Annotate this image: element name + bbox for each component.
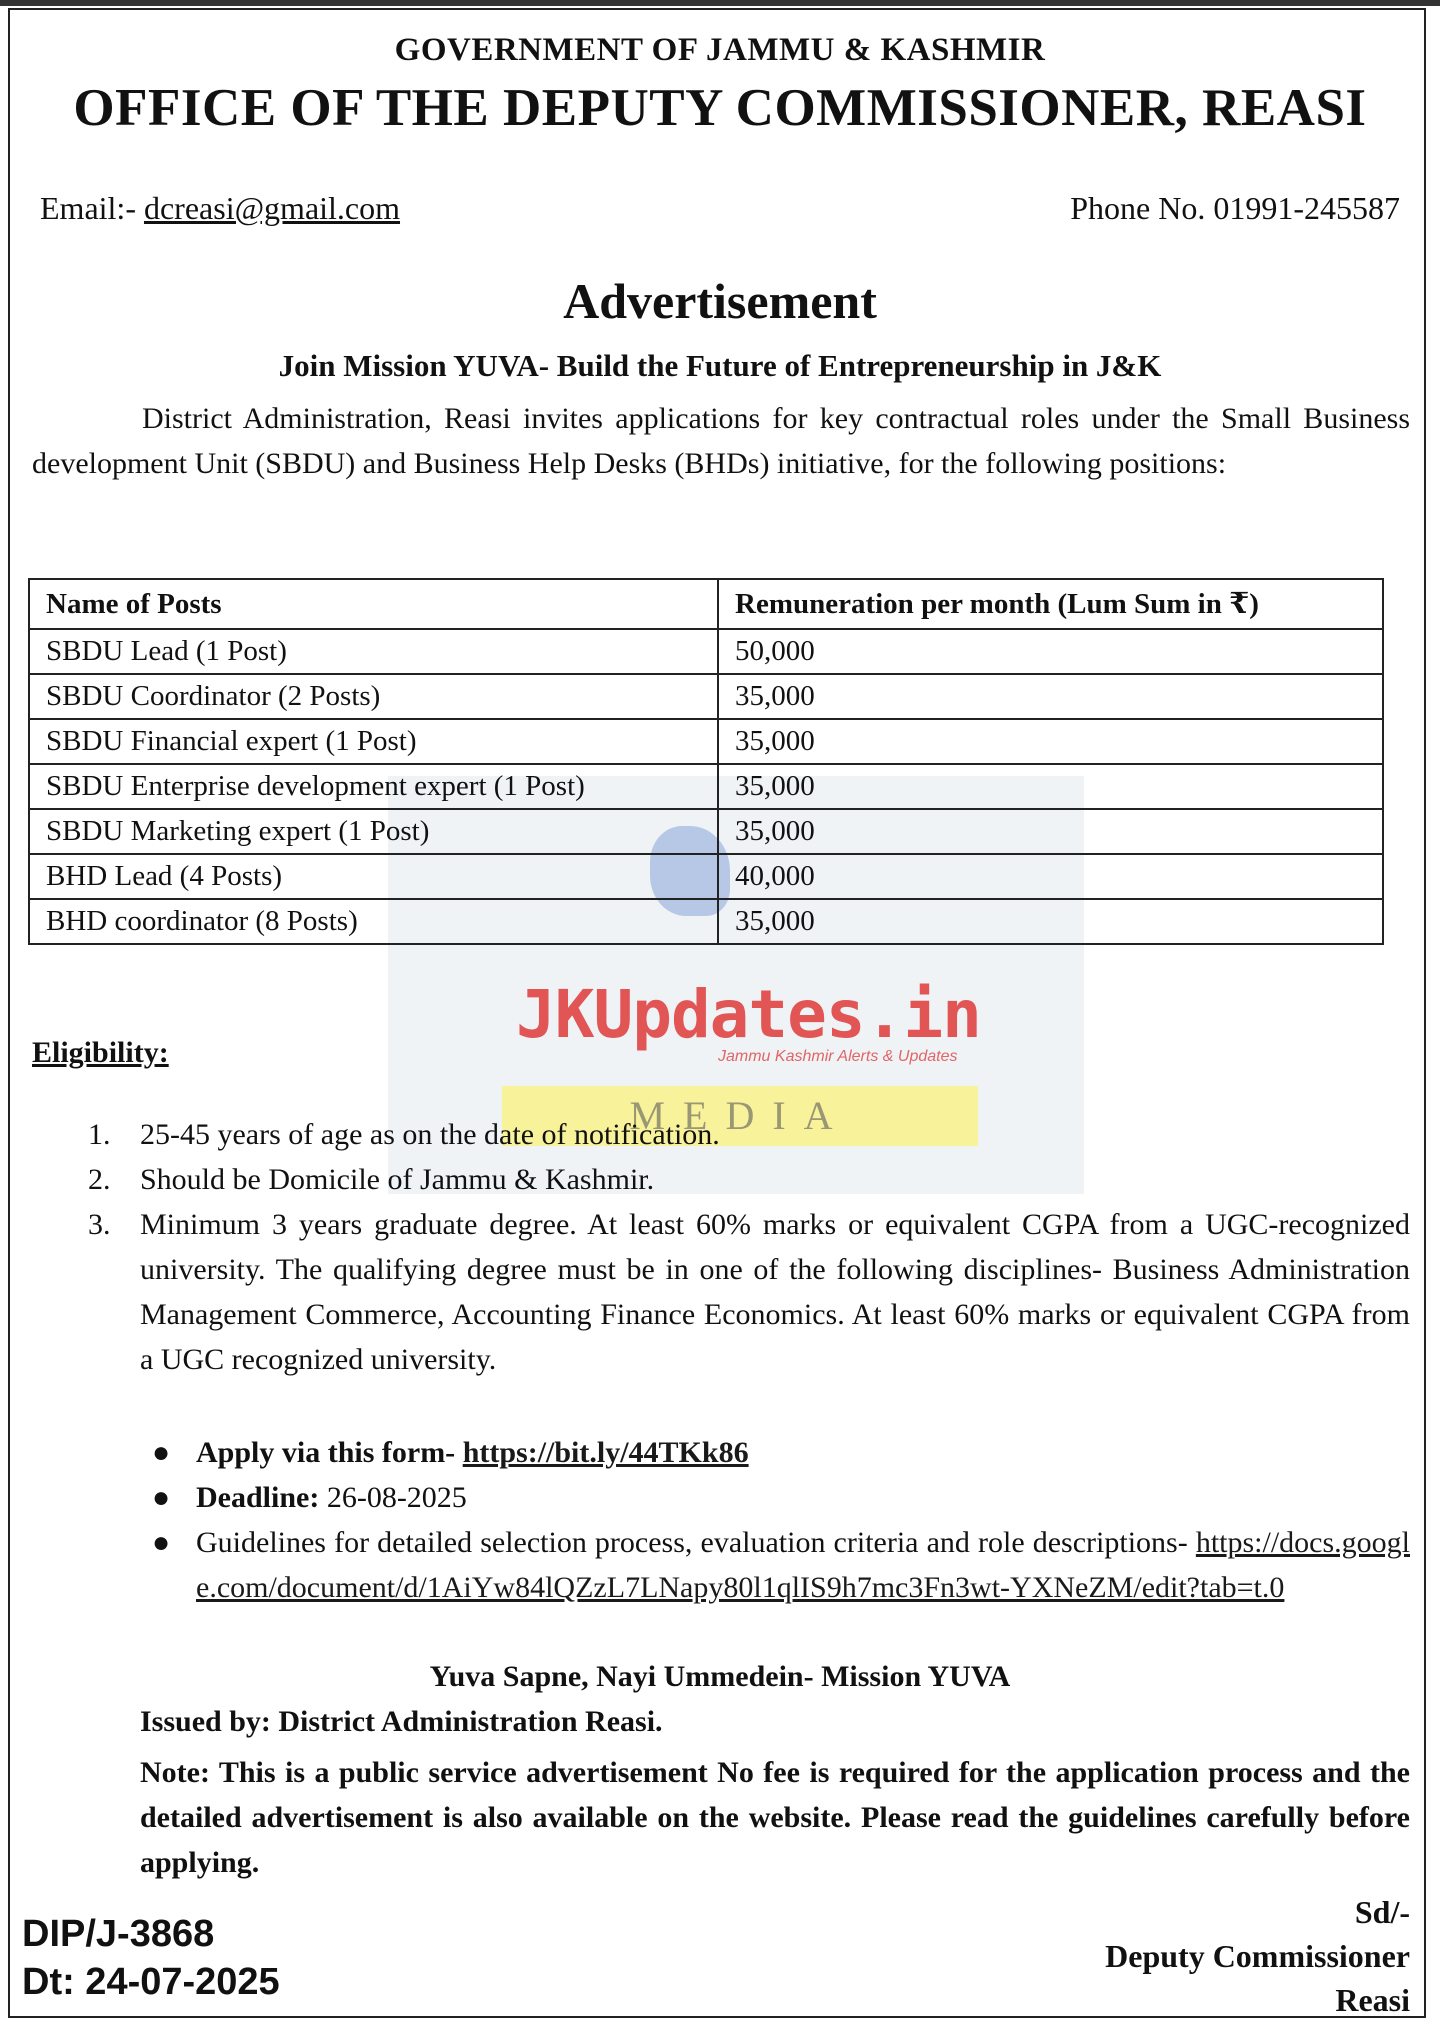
apply-link[interactable]: https://bit.ly/44TKk86 [462, 1436, 749, 1469]
table-row [29, 809, 1383, 854]
post-remuneration: 35,000 [718, 674, 1383, 719]
list-item-apply [152, 1430, 1410, 1475]
table-row [29, 764, 1383, 809]
watermark-site: JKUpdates.in [516, 976, 981, 1053]
signatory-place: Reasi [1335, 1982, 1410, 2018]
list-text: 25-45 years of age as on the date of notification. [140, 1118, 720, 1151]
guidelines-link[interactable]: https://docs.google.com/document/d/1AiYw84lQZzL7LNapy80l1qlIS9h7mc3Fn3wt-YXNeZM/edit?tab=t.0 [196, 1526, 1411, 1604]
email-line [40, 190, 400, 227]
list-number: 1. [88, 1118, 111, 1151]
office-heading: OFFICE OF THE DEPUTY COMMISSIONER, REASI [73, 79, 1367, 137]
post-remuneration: 40,000 [718, 854, 1383, 899]
list-item [88, 1202, 1410, 1382]
eligibility-heading: Eligibility: [32, 1036, 169, 1069]
list-item [88, 1112, 1410, 1157]
intro-paragraph: District Administration, Reasi invites applications for key contractual roles under the Small Business development Unit (SBDU) and Business Help Desks (BHDs) initiative, for the following positions: [32, 402, 1410, 480]
watermark-tagline: Jammu Kashmir Alerts & Updates [718, 1048, 958, 1065]
post-remuneration: 35,000 [718, 899, 1383, 944]
post-name: SBDU Enterprise development expert (1 Post) [29, 764, 718, 809]
signatory-title: Deputy Commissioner [1105, 1938, 1410, 1974]
bullet-icon: ● [152, 1481, 171, 1514]
post-name: SBDU Financial expert (1 Post) [29, 719, 718, 764]
watermark-media: MEDIA [502, 1086, 978, 1146]
list-item-deadline [152, 1475, 1410, 1520]
list-number: 3. [88, 1208, 111, 1241]
table-header-row [29, 579, 1383, 629]
post-remuneration: 50,000 [718, 629, 1383, 674]
slogan: Yuva Sapne, Nayi Ummedein- Mission YUVA [429, 1660, 1011, 1693]
table-row [29, 629, 1383, 674]
deadline-label: Deadline: [196, 1481, 320, 1514]
signature-block [1105, 1890, 1410, 2022]
list-number: 2. [88, 1163, 111, 1196]
dip-number: DIP/J-3868 [22, 1913, 215, 1955]
subtitle: Join Mission YUVA- Build the Future of Entrepreneurship in J&K [278, 348, 1162, 383]
dip-reference [22, 1910, 280, 2006]
phone-line: Phone No. 01991-245587 [1070, 190, 1400, 226]
post-name: SBDU Marketing expert (1 Post) [29, 809, 718, 854]
table-row [29, 854, 1383, 899]
apply-label: Apply via this form- [196, 1436, 456, 1469]
post-remuneration: 35,000 [718, 764, 1383, 809]
list-text: Should be Domicile of Jammu & Kashmir. [140, 1163, 655, 1196]
post-name: BHD Lead (4 Posts) [29, 854, 718, 899]
note-paragraph: Note: This is a public service advertisement No fee is required for the application process and the detailed advertisement is also available on the website. Please read the guidelines carefully before applying. [140, 1756, 1410, 1879]
header-remuneration: Remuneration per month (Lum Sum in ₹) [718, 579, 1383, 629]
header-name-of-posts: Name of Posts [29, 579, 718, 629]
post-name: SBDU Lead (1 Post) [29, 629, 718, 674]
bullet-icon: ● [152, 1526, 171, 1559]
table-row [29, 899, 1383, 944]
eligibility-list [88, 1112, 1410, 1382]
posts-table [28, 578, 1384, 945]
issued-by: Issued by: District Administration Reasi. [140, 1705, 663, 1738]
apply-list [152, 1430, 1411, 1610]
email-link[interactable]: dcreasi@gmail.com [143, 190, 401, 226]
deadline-value: 26-08-2025 [326, 1481, 467, 1514]
dip-date: Dt: 24-07-2025 [22, 1961, 280, 2003]
list-item [88, 1157, 1410, 1202]
post-remuneration: 35,000 [718, 809, 1383, 854]
signature-sd: Sd/- [1354, 1894, 1410, 1930]
post-remuneration: 35,000 [718, 719, 1383, 764]
table-row [29, 674, 1383, 719]
list-item-guidelines [152, 1520, 1411, 1610]
post-name: BHD coordinator (8 Posts) [29, 899, 718, 944]
bullet-icon: ● [152, 1436, 171, 1469]
top-strip [0, 0, 1440, 6]
government-heading: GOVERNMENT OF JAMMU & KASHMIR [394, 32, 1046, 68]
email-label: Email:- [40, 190, 136, 226]
table-row [29, 719, 1383, 764]
post-name: SBDU Coordinator (2 Posts) [29, 674, 718, 719]
guidelines-text: Guidelines for detailed selection process, evaluation criteria and role descriptions- [196, 1526, 1188, 1559]
list-text: Minimum 3 years graduate degree. At least 60% marks or equivalent CGPA from a UGC-recognized university. The qualifying degree must be in one of the following disciplines- Business Administration Management Commerce, Accounting Finance Economics. At least 60% marks or equivalent CGPA from a UGC recognized university. [140, 1208, 1410, 1376]
page-title: Advertisement [563, 273, 877, 329]
